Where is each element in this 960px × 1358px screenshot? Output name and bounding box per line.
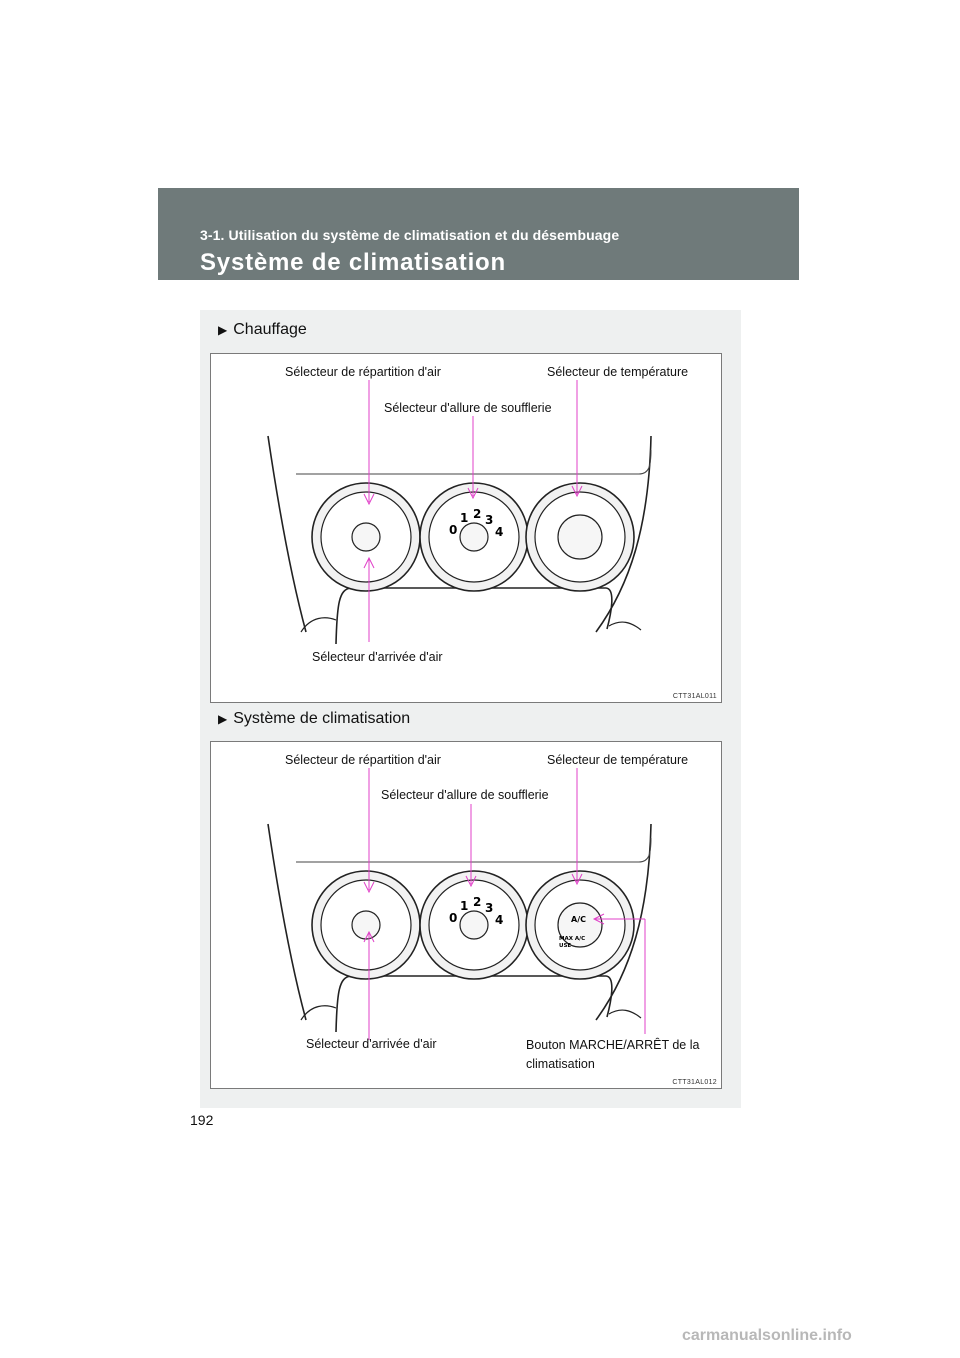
svg-text:3: 3	[485, 513, 494, 527]
page-title: Système de climatisation	[200, 249, 506, 276]
page-number: 192	[190, 1112, 214, 1128]
figure-1	[210, 353, 722, 703]
svg-text:1: 1	[460, 899, 469, 913]
label-air-intake: Sélecteur d'arrivée d'air	[312, 650, 443, 664]
section-label: 3-1. Utilisation du système de climatisation et du désembuage	[200, 227, 620, 243]
play-arrow-icon: ▶	[218, 712, 228, 726]
figure-code: CTT31AL012	[672, 1079, 717, 1086]
label-fan-speed: Sélecteur d'allure de soufflerie	[384, 401, 552, 415]
svg-text:2: 2	[473, 895, 482, 909]
svg-text:4: 4	[495, 525, 504, 539]
figure-2	[210, 741, 722, 1089]
label-temperature: Sélecteur de température	[547, 753, 689, 767]
svg-text:3: 3	[485, 901, 494, 915]
label-air-intake: Sélecteur d'arrivée d'air	[306, 1037, 437, 1051]
watermark: carmanualsonline.info	[682, 1327, 852, 1344]
svg-text:0: 0	[449, 911, 458, 925]
svg-text:MAX A/C: MAX A/C	[559, 936, 586, 942]
svg-text:4: 4	[495, 913, 504, 927]
figure-code: CTT31AL011	[672, 693, 717, 700]
figure-1-heading: ▶ Chauffage	[218, 321, 307, 338]
label-air-distribution: Sélecteur de répartition d'air	[285, 753, 441, 767]
svg-text:2: 2	[473, 507, 482, 521]
figure-2-heading: ▶ Système de climatisation	[218, 710, 411, 727]
label-air-distribution: Sélecteur de répartition d'air	[285, 365, 441, 379]
play-arrow-icon: ▶	[218, 323, 228, 337]
label-fan-speed: Sélecteur d'allure de soufflerie	[381, 788, 549, 802]
svg-text:0: 0	[449, 523, 458, 537]
label-temperature: Sélecteur de température	[547, 365, 689, 379]
svg-text:A/C: A/C	[571, 915, 586, 924]
svg-text:USE: USE	[559, 943, 572, 949]
svg-text:1: 1	[460, 511, 469, 525]
label-ac-button: Bouton MARCHE/ARRÊT de la climatisation	[526, 1038, 700, 1071]
